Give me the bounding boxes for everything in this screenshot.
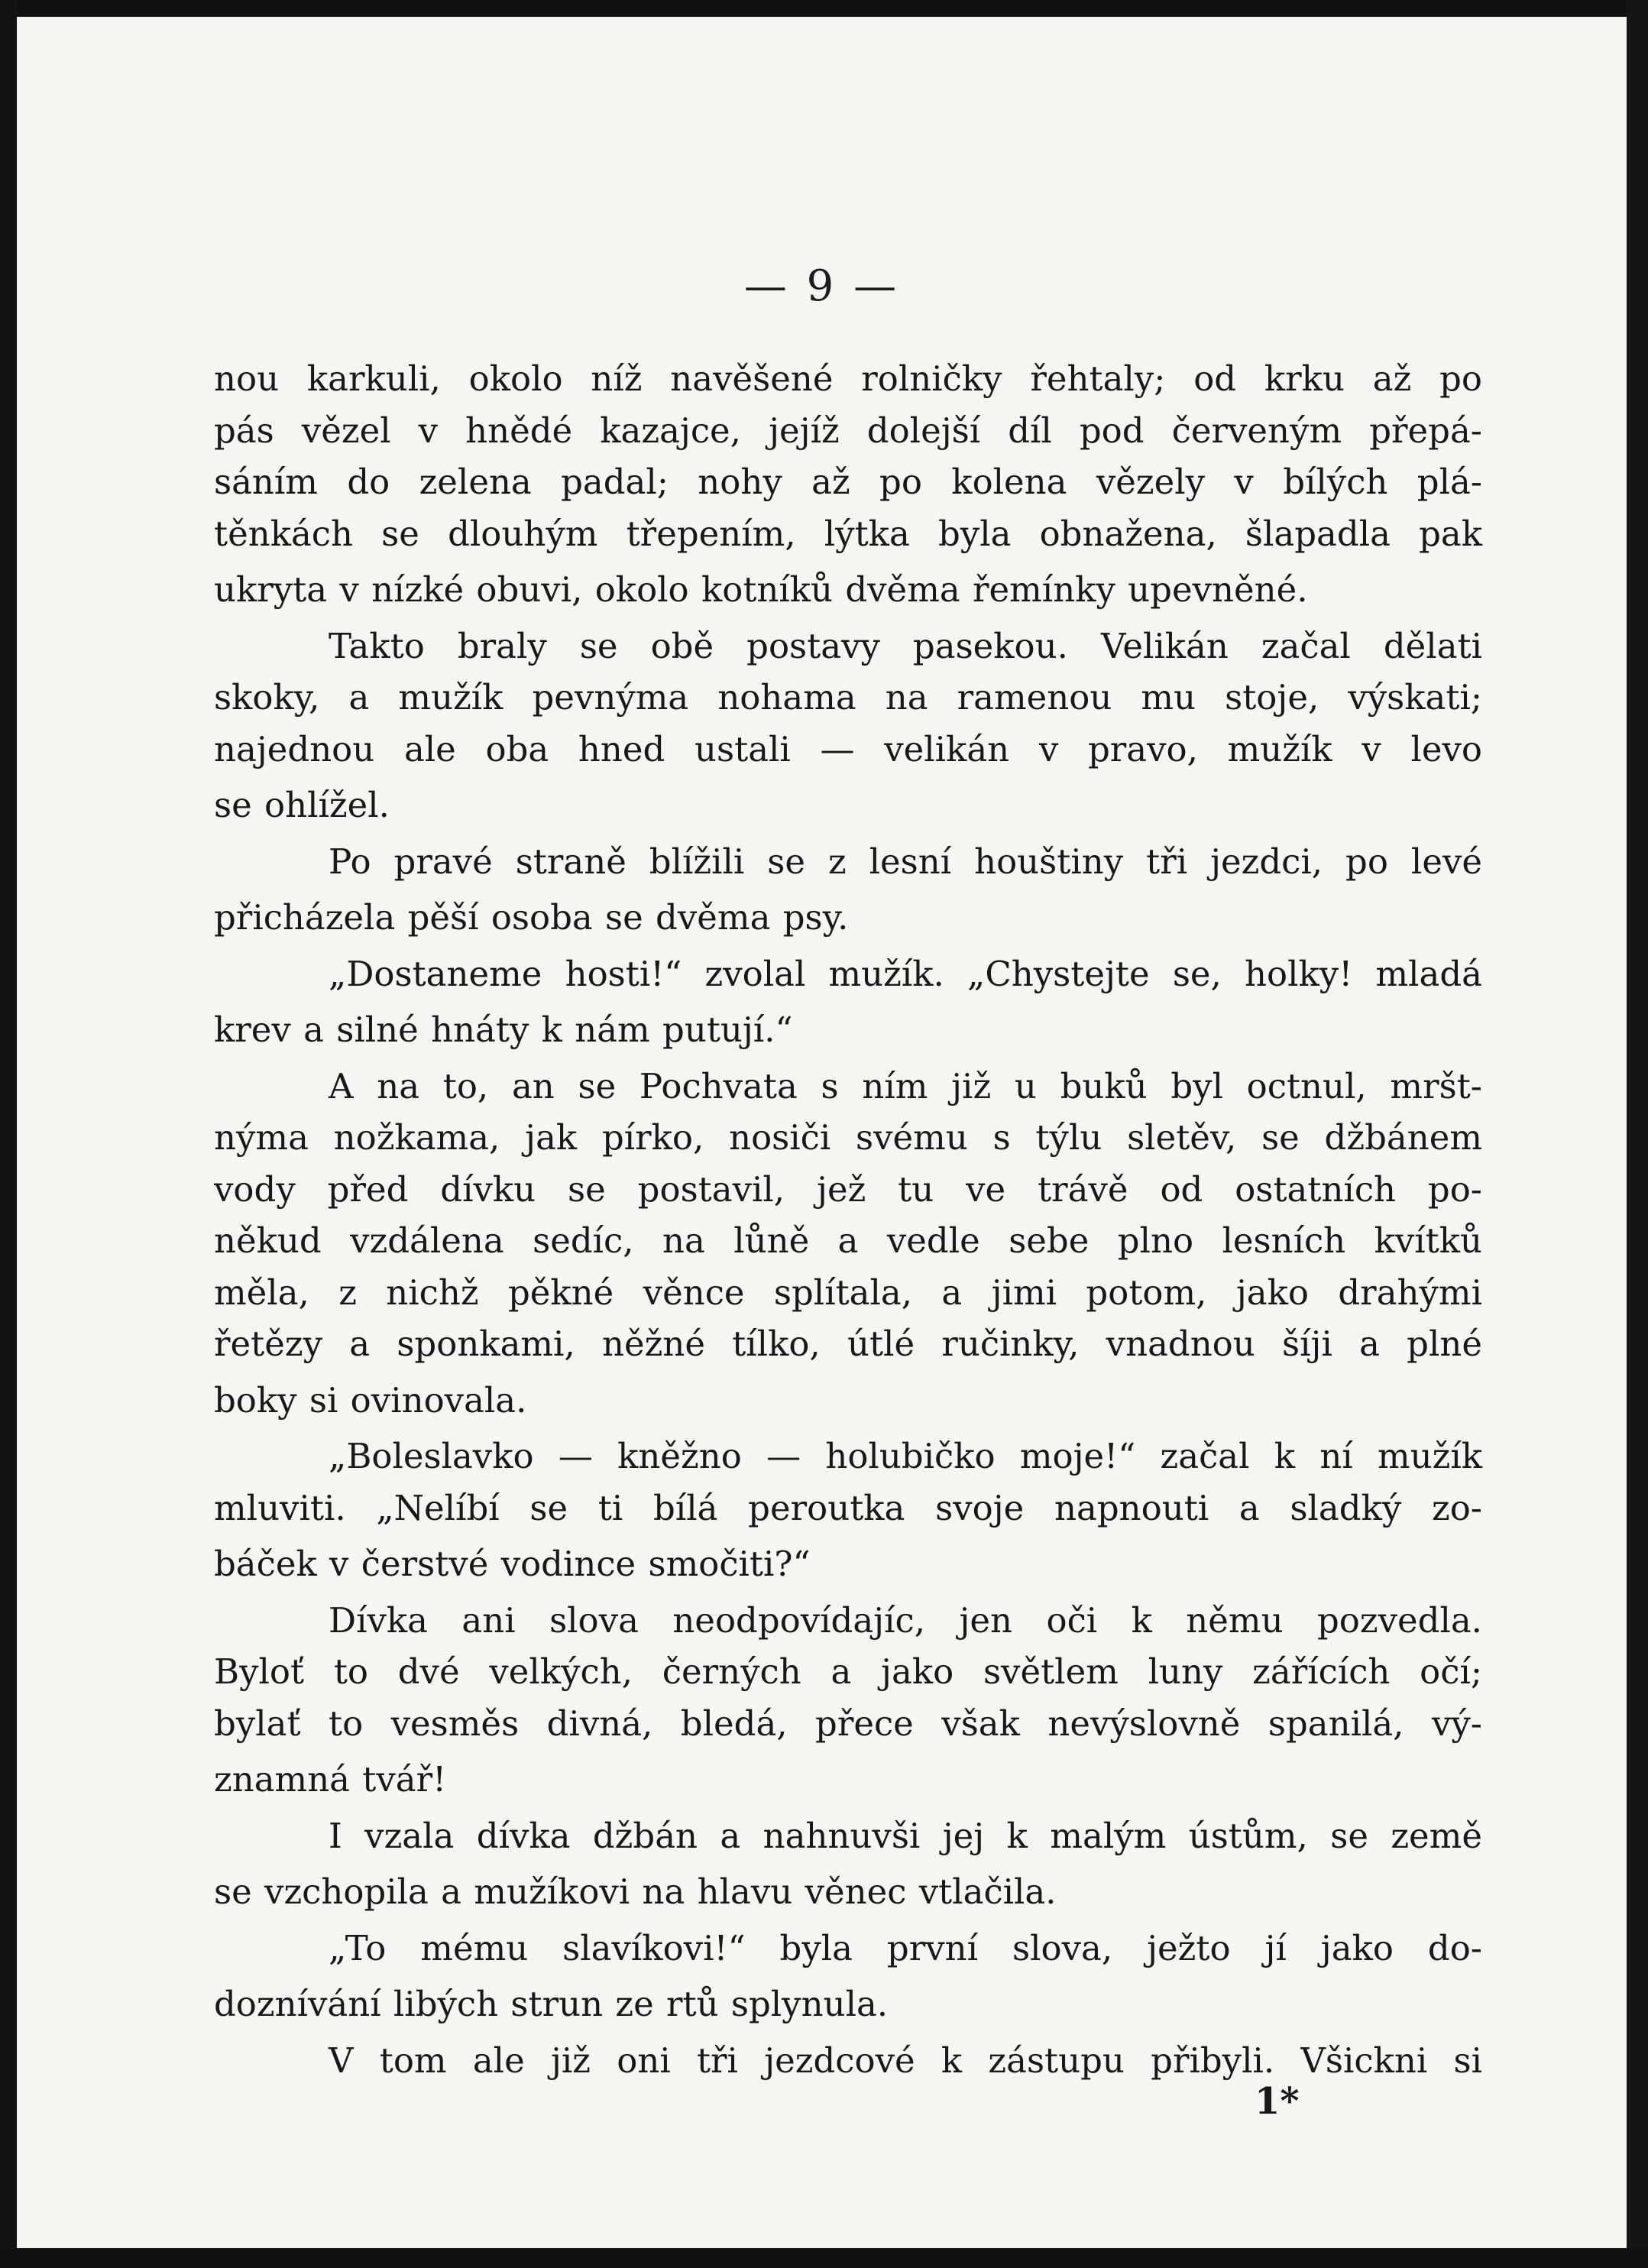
text-line: pás vězel v hnědé kazajce, jejíž dolejší díl pod červeným přepá- (214, 410, 1482, 451)
book-page (17, 17, 1627, 2248)
text-line: doznívání libých strun ze rtů splynula. (214, 1984, 889, 2024)
text-line: Po pravé straně blížili se z lesní houštiny tři jezdci, po levé (329, 841, 1482, 882)
text-line: sáním do zelena padal; nohy až po kolena vězely v bílých plá- (214, 462, 1482, 502)
text-line: A na to, an se Pochvata s ním již u buků byl octnul, mršt- (329, 1065, 1482, 1106)
paragraph-end (214, 892, 1482, 944)
text-line: bylať to vesměs divná, bledá, přece však nevýslovně spanilá, vý- (214, 1703, 1482, 1744)
text-line: skoky, a mužík pevnýma nohama na ramenou mu stoje, výskati; (214, 677, 1482, 718)
paragraph (214, 836, 1482, 888)
text-line: krev a silné hnáty k nám putují.“ (214, 1009, 793, 1050)
signature-mark: 1* (1255, 2080, 1300, 2123)
text-line: báček v čerstvé vodince smočiti?“ (214, 1544, 811, 1584)
text-line: „Boleslavko — kněžno — holubičko moje!“ začal k ní mužík (329, 1436, 1482, 1476)
body-text (214, 353, 1482, 2086)
scan-border-top (0, 0, 1648, 17)
text-line: nýma nožkama, jak pírko, nosiči svému s týlu sletěv, se džbánem (214, 1117, 1482, 1158)
text-line: „Dostaneme hosti!“ zvolal mužík. „Chystejte se, holky! mladá (329, 953, 1482, 994)
text-line: měla, z nichž pěkné věnce splítala, a jimi potom, jako drahými (214, 1272, 1482, 1313)
text-line: ukryta v nízké obuvi, okolo kotníků dvěma řemínky upevněné. (214, 569, 1308, 610)
text-line: přicházela pěší osoba se dvěma psy. (214, 897, 849, 938)
paragraph (214, 1061, 1482, 1370)
paragraph (214, 1595, 1482, 1750)
text-line: najednou ale oba hned ustali — velikán v pravo, mužík v levo (214, 728, 1482, 770)
paragraph-end (214, 1375, 1482, 1427)
scan-border-bottom (0, 2248, 1648, 2268)
text-line: se ohlížel. (214, 785, 390, 825)
text-line: boky si ovinovala. (214, 1379, 527, 1421)
paragraph-end (214, 1538, 1482, 1590)
text-line: nou karkuli, okolo níž navěšené rolničky řehtaly; od krku až po (214, 358, 1482, 399)
text-line: I vzala dívka džbán a nahnuvši jej k malým ústům, se země (329, 1815, 1482, 1856)
paragraph (214, 620, 1482, 776)
text-line: „To mému slavíkovi!“ byla první slova, ježto jí jako do- (329, 1927, 1482, 1968)
text-line: vody před dívku se postavil, jež tu ve trávě od ostatních po- (214, 1168, 1482, 1210)
paragraph (214, 1430, 1482, 1534)
scan-border-left (0, 0, 17, 2268)
text-line: Takto braly se obě postavy pasekou. Velikán začal dělati (329, 625, 1482, 666)
text-line: mluviti. „Nelíbí se ti bílá peroutka svoje napnouti a sladký zo- (214, 1487, 1482, 1528)
text-line: se vzchopila a mužíkovi na hlavu věnec vtlačila. (214, 1871, 1057, 1912)
paragraph-end (214, 1978, 1482, 2030)
paragraph-end (214, 1754, 1482, 1806)
text-line: řetězy a sponkami, něžné tílko, útlé ručinky, vnadnou šíji a plné (214, 1324, 1482, 1364)
paragraph-end (214, 779, 1482, 831)
paragraph (214, 1810, 1482, 1862)
text-line: V tom ale již oni tři jezdcové k zástupu přibyli. Všickni si (329, 2040, 1482, 2081)
text-line: Byloť to dvé velkých, černých a jako světlem luny zářících očí; (214, 1651, 1482, 1692)
text-line: někud vzdálena sedíc, na lůně a vedle sebe plno lesních kvítků (214, 1220, 1482, 1261)
scan-border-right (1627, 0, 1648, 2268)
paragraph-end (214, 1866, 1482, 1918)
text-line: Dívka ani slova neodpovídajíc, jen oči k němu pozvedla. (329, 1599, 1482, 1641)
paragraph (214, 2035, 1482, 2087)
paragraph-end (214, 1004, 1482, 1056)
text-line: těnkách se dlouhým třepením, lýtka byla obnažena, šlapadla pak (214, 513, 1482, 554)
text-line: znamná tvář! (214, 1759, 447, 1800)
paragraph (214, 948, 1482, 1000)
paragraph (214, 1923, 1482, 1975)
paragraph (214, 353, 1482, 559)
page-number: — 9 — (743, 261, 900, 311)
paragraph-end (214, 564, 1482, 616)
